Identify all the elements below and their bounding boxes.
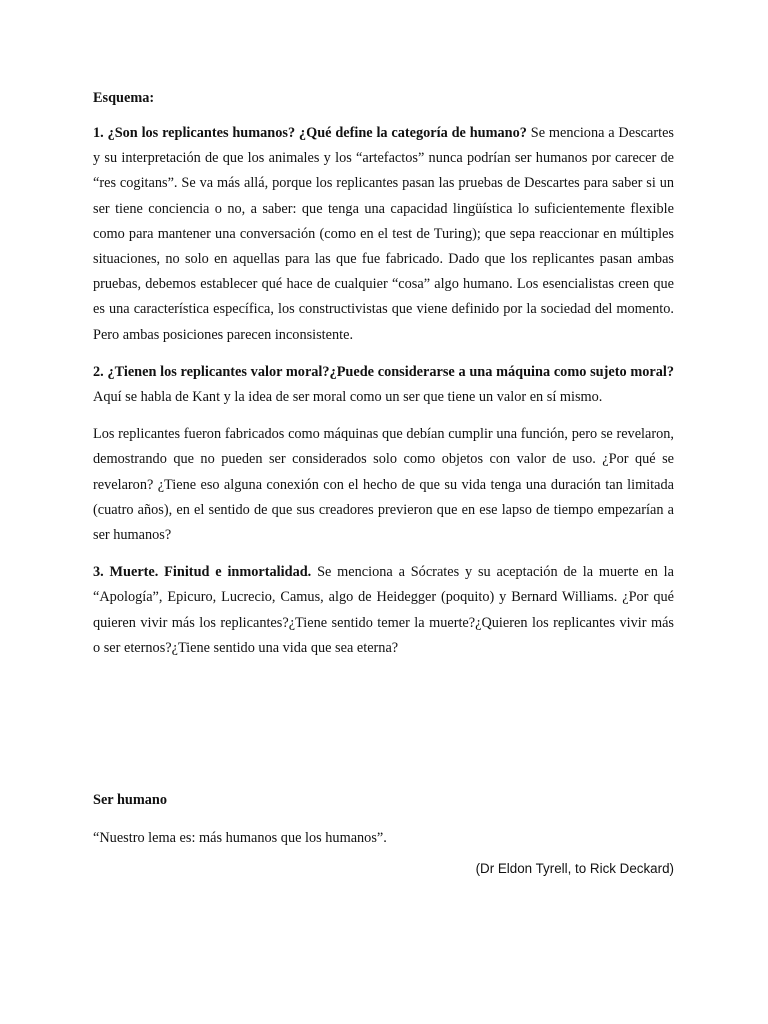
paragraph-1-lead: 1. ¿Son los replicantes humanos? ¿Qué define la categoría de humano?	[93, 125, 527, 141]
quote-text: “Nuestro lema es: más humanos que los humanos”.	[93, 830, 387, 847]
paragraph-4-body: Se menciona a Sócrates y su aceptación de la muerte en la “Apología”, Epicuro, Lucrecio, Camus, algo de Heidegger (poquito) y Bernard Williams. ¿Por qué quieren vivir más los replicantes?¿Tiene sentido temer la muerte?¿Quieren los replicantes vivir más o ser eternos?¿Tiene sentido una vida que sea eterna?	[93, 564, 674, 656]
paragraph-1	[93, 121, 674, 348]
paragraph-4-lead: 3. Muerte. Finitud e inmortalidad.	[93, 564, 312, 581]
section-heading-esquema: Esquema:	[93, 90, 155, 106]
paragraph-2-lead: 2. ¿Tienen los replicantes valor moral?¿Puede considerarse a una máquina como sujeto moral?	[93, 363, 674, 380]
paragraph-2-body: Aquí se habla de Kant y la idea de ser moral como un ser que tiene un valor en sí mismo.	[93, 389, 603, 406]
document-page	[93, 86, 674, 879]
paragraph-1-body: Se menciona a Descartes y su interpretación de que los animales y los “artefactos” nunca podrían ser humanos por carecer de “res cogitans”. Se va más allá, porque los replicantes pasan las pruebas de Descartes para saber si un ser tiene conciencia o no, a saber: que tenga una capacidad lingüística lo suficientemente flexible como para mantener una conversación (como en el test de Turing); que sepa reaccionar en múltiples situaciones, no solo en aquellas para las que fue fabricado. Dado que los replicantes pasan ambas pruebas, debemos establecer qué hace de cualquier “cosa” algo humano. Los esencialistas creen que es una característica específica, los constructivistas que viene definido por la sociedad del momento. Pero ambas posiciones parecen inconsistente.	[93, 125, 674, 343]
paragraph-2	[93, 360, 674, 410]
paragraph-3-body: Los replicantes fueron fabricados como máquinas que debían cumplir una función, pero se revelaron, demostrando que no pueden ser considerados solo como objetos con valor de uso. ¿Por qué se revelaron? ¿Tiene eso alguna conexión con el hecho de que su vida tenga una duración tan limitada (cuatro años), en el sentido de que sus creadores previeron que en ese lapso de tiempo empezarían a ser humanos?	[93, 426, 674, 544]
quote-source: (Dr Eldon Tyrell, to Rick Deckard)	[475, 861, 674, 877]
paragraph-4	[93, 560, 674, 661]
paragraph-3	[93, 422, 674, 548]
section-heading-ser-humano: Ser humano	[93, 792, 168, 809]
